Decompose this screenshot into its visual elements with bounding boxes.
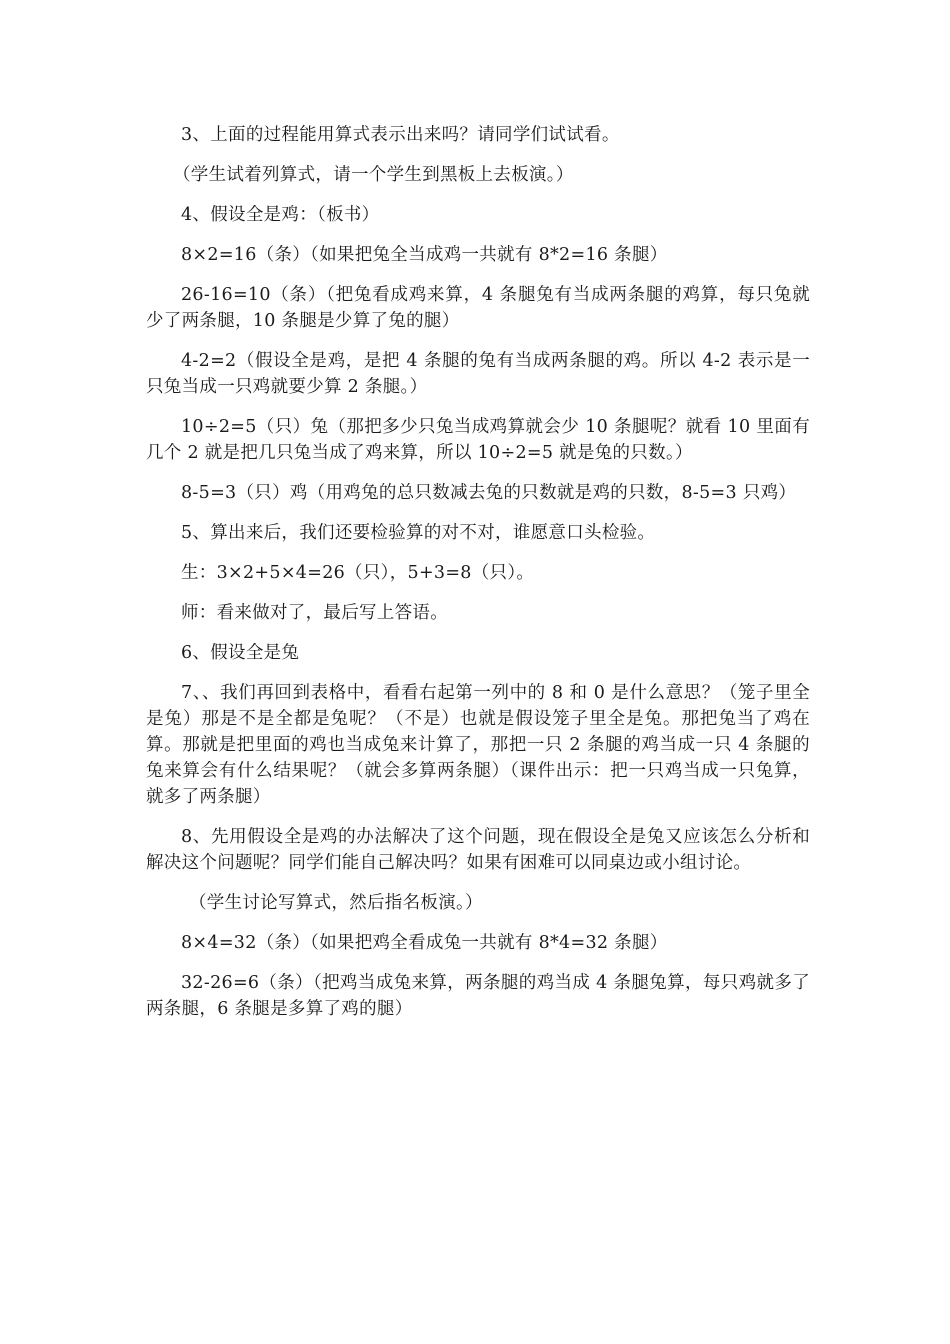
- paragraph-step-3: 3、上面的过程能用算式表示出来吗？请同学们试试看。: [181, 125, 620, 145]
- paragraph-formula-7: 32-26=6（条）（把鸡当成兔来算，两条腿的鸡当成 4 条腿兔算，每只鸡就多了两条腿，6 条腿是多算了鸡的腿）: [146, 973, 810, 1019]
- paragraph-teacher-remark: 师：看来做对了，最后写上答语。: [181, 603, 448, 623]
- paragraph-student-check: 生：3×2+5×4=26（只），5+3=8（只）。: [181, 563, 535, 583]
- paragraph-step-6: 6、假设全是兔: [181, 643, 300, 663]
- paragraph-formula-1: 8×2=16（条）（如果把兔全当成鸡一共就有 8*2=16 条腿）: [181, 245, 668, 265]
- paragraph-step-5: 5、算出来后，我们还要检验算的对不对，谁愿意口头检验。: [181, 523, 656, 543]
- paragraph-step-7: 7、、我们再回到表格中，看看右起第一列中的 8 和 0 是什么意思？（笼子里全是兔）那是不是全都是兔呢？（不是）也就是假设笼子里全是兔。那把兔当了鸡在算。那就是把里面的鸡也当成兔来计算了，那把一只 2 条腿的鸡当成一只 4 条腿的兔来算会有什么结果呢？（就会多算两条腿）（课件出示：把一只鸡当成一只兔算，就多了两条腿）: [146, 683, 810, 807]
- paragraph-student-note-1: （学生试着列算式，请一个学生到黑板上去板演。）: [173, 165, 574, 185]
- paragraph-formula-2: 26-16=10（条）（把兔看成鸡来算，4 条腿兔有当成两条腿的鸡算，每只兔就少了两条腿，10 条腿是少算了兔的腿）: [146, 285, 810, 331]
- paragraph-step-4: 4、假设全是鸡：（板书）: [181, 205, 380, 225]
- paragraph-formula-4: 10÷2=5（只）兔（那把多少只兔当成鸡算就会少 10 条腿呢？就看 10 里面有几个 2 就是把几只兔当成了鸡来算，所以 10÷2=5 就是兔的只数。）: [146, 417, 810, 463]
- document-page: [146, 122, 810, 1036]
- paragraph-formula-5: 8-5=3（只）鸡（用鸡兔的总只数减去兔的只数就是鸡的只数，8-5=3 只鸡）: [181, 483, 797, 503]
- paragraph-step-8: 8、先用假设全是鸡的办法解决了这个问题，现在假设全是兔又应该怎么分析和解决这个问题呢？同学们能自己解决吗？如果有困难可以同桌边或小组讨论。: [146, 827, 810, 873]
- paragraph-formula-3: 4-2=2（假设全是鸡，是把 4 条腿的兔有当成两条腿的鸡。所以 4-2 表示是一只兔当成一只鸡就要少算 2 条腿。）: [146, 351, 810, 397]
- paragraph-student-note-2: （学生讨论写算式，然后指名板演。）: [189, 893, 483, 913]
- paragraph-formula-6: 8×4=32（条）（如果把鸡全看成兔一共就有 8*4=32 条腿）: [181, 933, 668, 953]
